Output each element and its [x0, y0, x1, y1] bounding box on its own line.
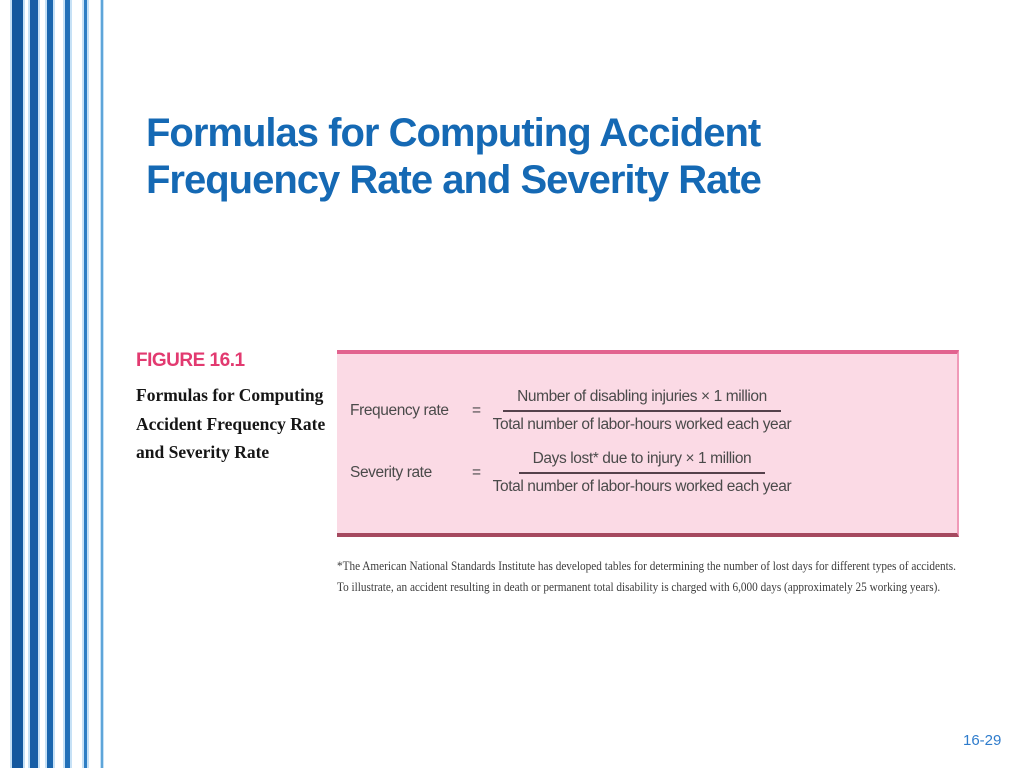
decorative-stripe	[45, 0, 55, 768]
frequency-rate-formula	[350, 388, 957, 434]
slide-title-line-1: Formulas for Computing Accident	[146, 111, 761, 155]
slide-title	[146, 110, 761, 204]
decorative-stripe	[63, 0, 72, 768]
figure-caption-line-3: and Severity Rate	[136, 442, 270, 462]
severity-rate-numerator: Days lost* due to injury × 1 million	[519, 450, 766, 474]
footnote-line-1: *The American National Standards Institute has developed tables for determining the number of lost days for different types of accidents.	[337, 559, 956, 573]
severity-rate-denominator: Total number of labor-hours worked each year	[492, 477, 792, 495]
severity-rate-label: Severity rate	[350, 463, 432, 481]
decorative-stripe	[100, 0, 104, 768]
figure-caption-line-2: Accident Frequency Rate	[136, 413, 326, 434]
decorative-stripe	[28, 0, 40, 768]
figure-label: FIGURE 16.1	[136, 350, 245, 371]
severity-rate-formula	[350, 450, 957, 496]
figure-caption-line-1: Formulas for Computing	[136, 385, 324, 405]
footnote-line-2: To illustrate, an accident resulting in death or permanent total disability is charged with 6,000 days (approximately 25 working years).	[337, 580, 941, 594]
slide-page-number: 16-29	[963, 732, 1002, 749]
severity-rate-fraction	[493, 450, 792, 496]
decorative-stripe	[82, 0, 89, 768]
equals-sign: =	[472, 401, 481, 419]
figure-footnote	[337, 556, 1024, 598]
slide-title-line-2: Frequency Rate and Severity Rate	[146, 158, 761, 202]
frequency-rate-numerator: Number of disabling injuries × 1 million	[503, 388, 781, 412]
decorative-stripe	[10, 0, 25, 768]
frequency-rate-denominator: Total number of labor-hours worked each year	[492, 415, 792, 433]
equals-sign: =	[472, 463, 481, 481]
frequency-rate-fraction	[493, 388, 792, 434]
formula-box	[337, 350, 959, 537]
frequency-rate-label: Frequency rate	[350, 401, 449, 419]
figure-caption	[136, 350, 331, 467]
